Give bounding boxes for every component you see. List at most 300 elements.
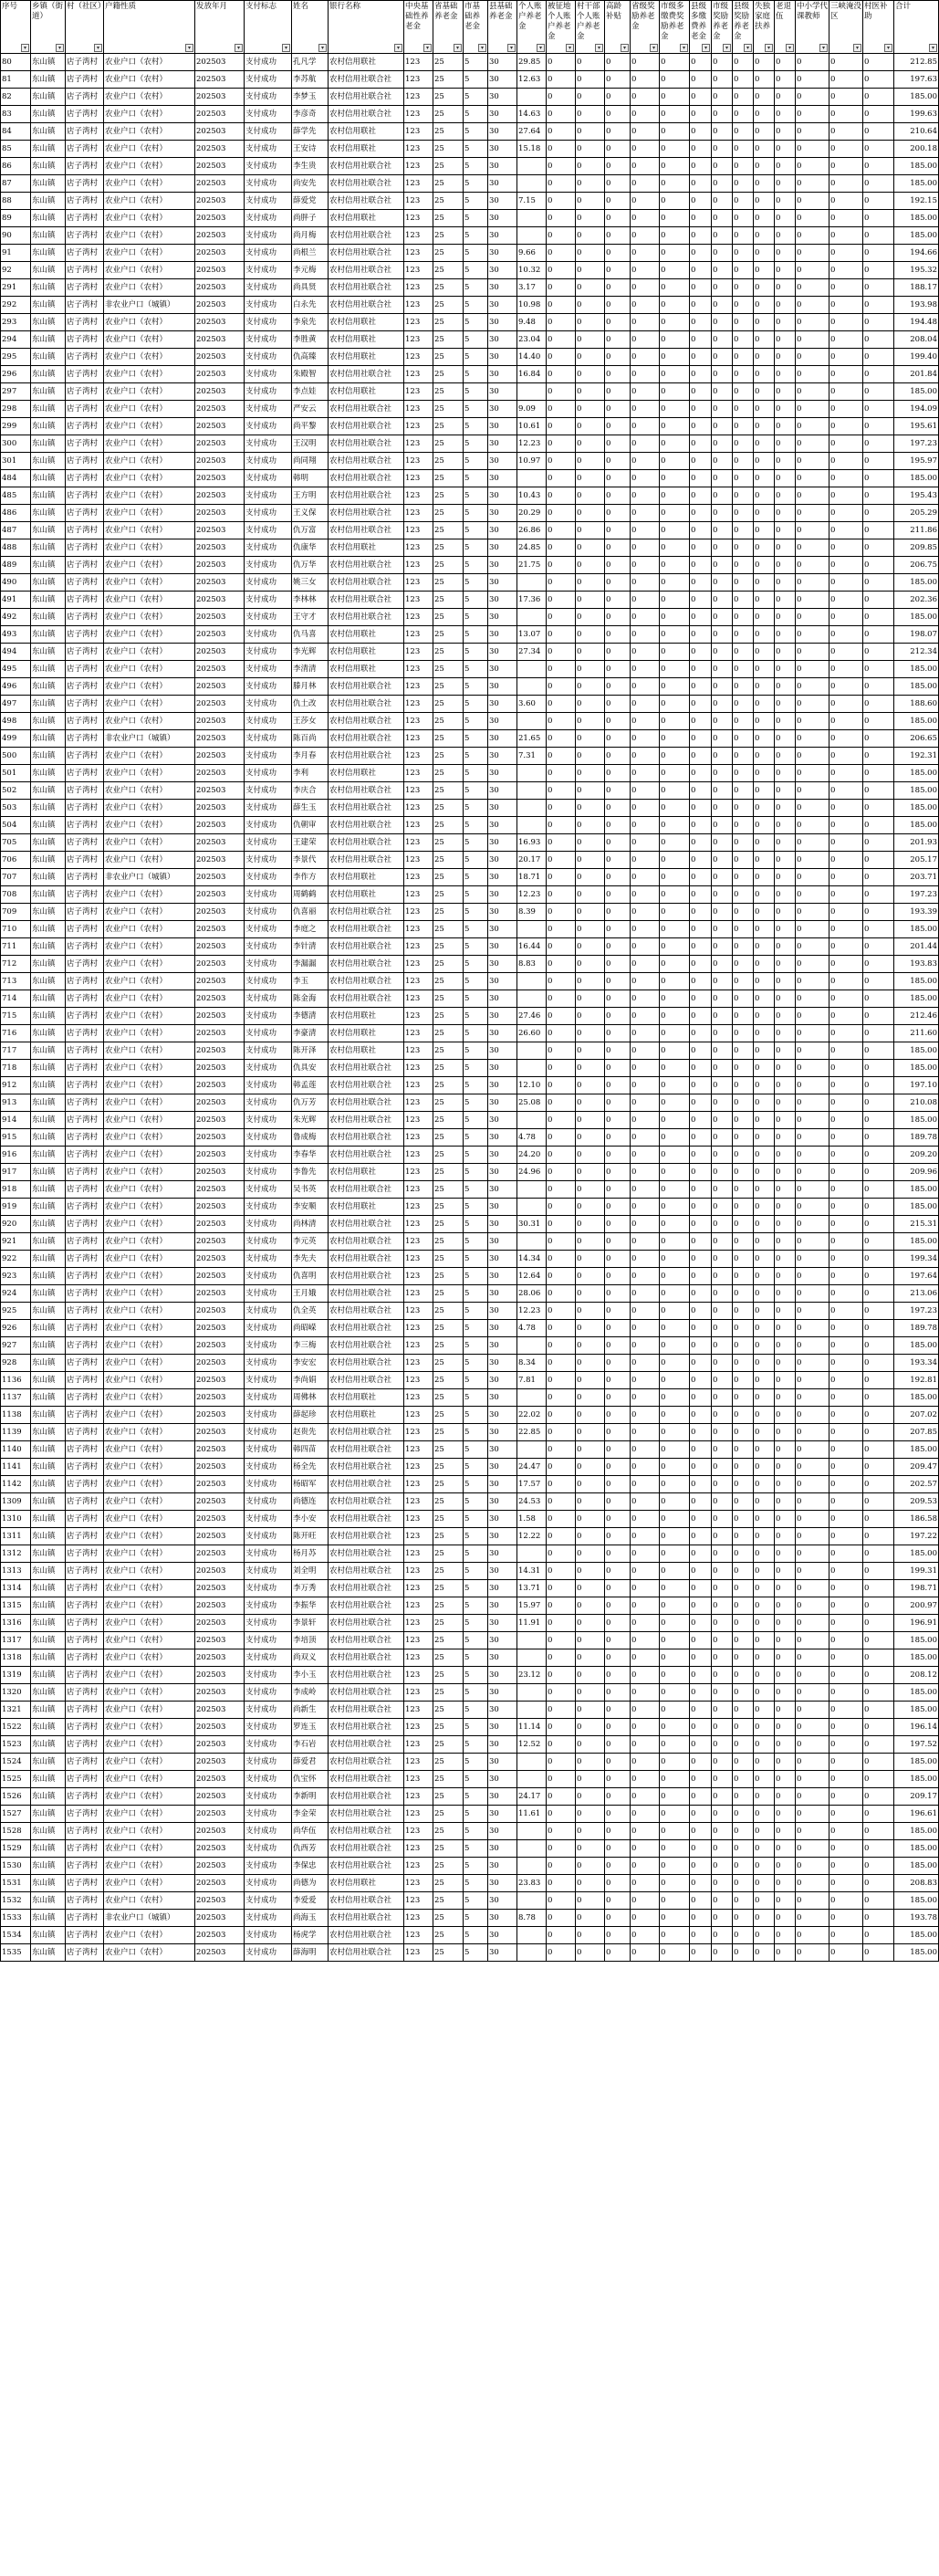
column-header	[631, 1, 660, 54]
table-cell: 30	[488, 800, 517, 817]
table-cell: 0	[754, 1077, 775, 1094]
table-cell: 支付成功	[245, 1060, 292, 1077]
table-cell: 0	[796, 1597, 829, 1615]
table-cell: 123	[404, 435, 433, 453]
table-cell: 5	[464, 89, 488, 106]
table-cell: 0	[712, 730, 733, 748]
table-cell: 农村信用社联合社	[329, 1060, 404, 1077]
table-cell: 0	[547, 921, 576, 938]
table-cell: 195.43	[894, 487, 939, 505]
filter-dropdown-icon[interactable]: ▾	[929, 44, 937, 52]
table-cell: 0	[576, 1875, 605, 1892]
table-cell: 0	[690, 1719, 712, 1736]
table-row	[1, 435, 939, 453]
table-cell: 0	[829, 245, 863, 262]
table-cell: 农村信用社联合社	[329, 1597, 404, 1615]
table-cell: 0	[829, 1840, 863, 1858]
table-cell: 25	[433, 1094, 464, 1112]
table-cell: 农村信用社联合社	[329, 678, 404, 696]
table-cell: 207.02	[894, 1407, 939, 1424]
table-cell: 0	[576, 1840, 605, 1858]
table-cell: 30	[488, 227, 517, 245]
table-cell: 0	[829, 71, 863, 89]
table-cell: 农村信用联社	[329, 1025, 404, 1042]
table-cell: 1141	[1, 1459, 31, 1476]
table-cell: 0	[547, 1597, 576, 1615]
filter-dropdown-icon[interactable]: ▾	[566, 44, 574, 52]
table-cell: 7.15	[517, 193, 547, 210]
table-cell: 0	[829, 1372, 863, 1389]
table-cell: 0	[775, 1441, 796, 1459]
table-cell: 支付成功	[245, 314, 292, 331]
table-cell: 0	[547, 1702, 576, 1719]
table-cell: 0	[863, 1112, 894, 1129]
table-cell: 202503	[195, 1545, 245, 1563]
table-cell: 0	[631, 539, 660, 557]
table-cell: 5	[464, 1615, 488, 1632]
filter-dropdown-icon[interactable]: ▾	[786, 44, 794, 52]
table-cell: 0	[631, 1563, 660, 1580]
table-cell: 0	[631, 453, 660, 470]
table-cell: 0	[796, 1303, 829, 1320]
table-row	[1, 1528, 939, 1545]
table-cell: 5	[464, 210, 488, 227]
table-cell: 1320	[1, 1684, 31, 1702]
table-cell: 0	[754, 834, 775, 852]
table-cell: 0	[775, 990, 796, 1008]
table-cell: 17.57	[517, 1476, 547, 1493]
table-cell: 123	[404, 487, 433, 505]
table-cell: 0	[829, 1251, 863, 1268]
filter-dropdown-icon[interactable]: ▾	[819, 44, 828, 52]
table-cell: 0	[576, 678, 605, 696]
filter-dropdown-icon[interactable]: ▾	[423, 44, 432, 52]
filter-dropdown-icon[interactable]: ▾	[282, 44, 290, 52]
column-header	[863, 1, 894, 54]
table-cell: 914	[1, 1112, 31, 1129]
table-cell: 192.31	[894, 748, 939, 765]
table-cell: 25	[433, 1285, 464, 1303]
table-cell: 东山镇	[31, 1788, 66, 1806]
table-cell: 710	[1, 921, 31, 938]
table-cell: 202503	[195, 1597, 245, 1615]
table-cell: 30	[488, 366, 517, 383]
table-cell: 0	[631, 1615, 660, 1632]
table-cell: 25	[433, 106, 464, 123]
column-header	[660, 1, 690, 54]
table-cell: 0	[631, 1597, 660, 1615]
table-cell: 16.93	[517, 834, 547, 852]
table-cell: 尚德连	[292, 1493, 329, 1511]
table-cell: 0	[660, 1511, 690, 1528]
table-cell: 农村信用社联合社	[329, 938, 404, 956]
table-cell: 支付成功	[245, 383, 292, 401]
table-cell: 0	[829, 1736, 863, 1754]
table-cell: 0	[605, 1077, 631, 1094]
table-cell: 185.00	[894, 383, 939, 401]
table-cell: 195.61	[894, 418, 939, 435]
filter-dropdown-icon[interactable]: ▾	[853, 44, 861, 52]
table-cell: 0	[733, 227, 754, 245]
table-cell: 202503	[195, 1337, 245, 1355]
table-cell: 30	[488, 1164, 517, 1181]
table-cell: 0	[712, 678, 733, 696]
filter-dropdown-icon[interactable]: ▾	[478, 44, 486, 52]
table-cell: 农业户口（农村）	[104, 1441, 195, 1459]
table-cell	[517, 817, 547, 834]
filter-dropdown-icon[interactable]: ▾	[702, 44, 710, 52]
filter-dropdown-icon[interactable]: ▾	[884, 44, 892, 52]
table-cell: 25	[433, 921, 464, 938]
table-cell: 188.17	[894, 279, 939, 297]
table-cell: 30	[488, 1528, 517, 1545]
table-cell: 农业户口（农村）	[104, 956, 195, 973]
table-cell: 202503	[195, 279, 245, 297]
table-cell: 1533	[1, 1910, 31, 1927]
filter-dropdown-icon[interactable]: ▾	[765, 44, 773, 52]
filter-dropdown-icon[interactable]: ▾	[454, 44, 462, 52]
table-cell: 东山镇	[31, 141, 66, 158]
table-cell: 123	[404, 314, 433, 331]
table-cell: 0	[733, 609, 754, 626]
table-cell: 店子湾村	[66, 1424, 104, 1441]
table-row	[1, 1545, 939, 1563]
filter-dropdown-icon[interactable]: ▾	[744, 44, 752, 52]
table-cell: 0	[660, 453, 690, 470]
table-cell: 22.02	[517, 1407, 547, 1424]
column-header	[605, 1, 631, 54]
table-cell: 0	[754, 1441, 775, 1459]
table-cell: 东山镇	[31, 1528, 66, 1545]
table-cell: 周鹤鹤	[292, 886, 329, 904]
table-cell: 0	[829, 383, 863, 401]
table-cell: 店子湾村	[66, 487, 104, 505]
table-cell: 东山镇	[31, 1719, 66, 1736]
column-header-label: 失独家庭扶养	[755, 2, 771, 31]
table-cell: 0	[631, 1285, 660, 1303]
table-cell	[517, 713, 547, 730]
table-cell: 5	[464, 1892, 488, 1910]
table-cell: 0	[754, 817, 775, 834]
filter-dropdown-icon[interactable]: ▾	[507, 44, 516, 52]
table-cell: 25	[433, 453, 464, 470]
table-cell: 0	[660, 279, 690, 297]
table-cell: 0	[829, 89, 863, 106]
filter-dropdown-icon[interactable]: ▾	[680, 44, 688, 52]
table-cell: 0	[631, 1094, 660, 1112]
table-cell: 30	[488, 1563, 517, 1580]
table-cell: 0	[631, 1337, 660, 1355]
table-cell: 922	[1, 1251, 31, 1268]
table-cell: 10.97	[517, 453, 547, 470]
column-header	[195, 1, 245, 54]
filter-dropdown-icon[interactable]: ▾	[56, 44, 64, 52]
table-cell: 0	[690, 817, 712, 834]
table-cell: 0	[547, 366, 576, 383]
table-cell: 0	[863, 661, 894, 678]
table-cell: 农业户口（农村）	[104, 1077, 195, 1094]
table-cell: 0	[863, 245, 894, 262]
table-cell: 26.86	[517, 522, 547, 539]
filter-dropdown-icon[interactable]: ▾	[394, 44, 402, 52]
table-cell: 185.00	[894, 1840, 939, 1858]
table-cell: 0	[631, 713, 660, 730]
table-cell: 农业户口（农村）	[104, 141, 195, 158]
filter-dropdown-icon[interactable]: ▾	[235, 44, 243, 52]
table-cell: 0	[863, 782, 894, 800]
table-cell: 0	[631, 817, 660, 834]
table-cell: 0	[863, 1493, 894, 1511]
table-cell: 25	[433, 869, 464, 886]
filter-dropdown-icon[interactable]: ▾	[621, 44, 629, 52]
table-cell: 农村信用社联合社	[329, 106, 404, 123]
filter-dropdown-icon[interactable]: ▾	[650, 44, 658, 52]
table-cell: 0	[829, 1892, 863, 1910]
table-cell: 0	[660, 1181, 690, 1199]
table-cell: 0	[829, 1719, 863, 1736]
table-cell: 农业户口（农村）	[104, 1303, 195, 1320]
table-cell: 0	[547, 1511, 576, 1528]
table-cell: 李成岭	[292, 1684, 329, 1702]
filter-dropdown-icon[interactable]: ▾	[21, 44, 29, 52]
table-cell: 202503	[195, 748, 245, 765]
table-cell: 0	[660, 1858, 690, 1875]
table-cell: 孔凡学	[292, 54, 329, 71]
table-cell: 0	[754, 1060, 775, 1077]
table-cell: 0	[796, 1285, 829, 1303]
table-cell: 0	[605, 1320, 631, 1337]
table-cell: 0	[829, 1112, 863, 1129]
table-row	[1, 1459, 939, 1476]
table-cell: 185.00	[894, 1441, 939, 1459]
table-cell: 0	[660, 782, 690, 800]
table-cell: 185.00	[894, 1649, 939, 1667]
table-cell: 店子湾村	[66, 123, 104, 141]
table-cell: 农业户口（农村）	[104, 487, 195, 505]
table-cell: 店子湾村	[66, 1771, 104, 1788]
table-cell: 东山镇	[31, 1597, 66, 1615]
table-cell: 0	[775, 1424, 796, 1441]
table-cell: 0	[547, 1892, 576, 1910]
table-cell: 0	[754, 366, 775, 383]
table-cell: 农村信用联社	[329, 1389, 404, 1407]
table-row	[1, 765, 939, 782]
table-cell: 25	[433, 193, 464, 210]
table-cell: 185.00	[894, 1337, 939, 1355]
table-cell: 尚林清	[292, 1216, 329, 1233]
table-cell: 0	[712, 1719, 733, 1736]
table-cell: 0	[660, 1060, 690, 1077]
table-row	[1, 89, 939, 106]
table-cell: 0	[796, 175, 829, 193]
table-cell: 123	[404, 1754, 433, 1771]
table-cell: 202503	[195, 1060, 245, 1077]
table-cell: 李小玉	[292, 1667, 329, 1684]
table-cell: 0	[605, 418, 631, 435]
table-row	[1, 71, 939, 89]
table-cell: 仇康华	[292, 539, 329, 557]
table-cell: 25	[433, 1129, 464, 1147]
table-cell: 店子湾村	[66, 1684, 104, 1702]
filter-dropdown-icon[interactable]: ▾	[537, 44, 545, 52]
table-cell: 0	[796, 1476, 829, 1493]
table-cell: 0	[829, 1008, 863, 1025]
table-cell: 5	[464, 175, 488, 193]
table-cell: 5	[464, 817, 488, 834]
filter-dropdown-icon[interactable]: ▾	[595, 44, 603, 52]
table-cell: 李清清	[292, 661, 329, 678]
table-cell: 农村信用社联合社	[329, 1493, 404, 1511]
table-cell: 0	[547, 574, 576, 592]
table-cell: 0	[829, 696, 863, 713]
table-cell: 0	[796, 1771, 829, 1788]
table-cell: 5	[464, 366, 488, 383]
table-cell: 0	[733, 869, 754, 886]
table-cell: 185.00	[894, 1545, 939, 1563]
table-cell: 212.34	[894, 644, 939, 661]
table-cell: 0	[796, 1164, 829, 1181]
table-cell: 0	[733, 1459, 754, 1476]
table-cell: 0	[733, 297, 754, 314]
table-cell: 0	[775, 1355, 796, 1372]
table-row	[1, 1216, 939, 1233]
table-cell: 0	[829, 1632, 863, 1649]
table-cell: 0	[829, 401, 863, 418]
table-cell: 197.63	[894, 71, 939, 89]
table-cell: 0	[829, 505, 863, 522]
table-cell: 0	[733, 1268, 754, 1285]
table-cell: 0	[547, 869, 576, 886]
filter-dropdown-icon[interactable]: ▾	[94, 44, 102, 52]
table-cell: 0	[733, 1060, 754, 1077]
table-cell: 0	[631, 1112, 660, 1129]
table-cell: 5	[464, 470, 488, 487]
table-cell: 0	[863, 1459, 894, 1476]
table-cell: 0	[733, 1754, 754, 1771]
table-cell: 202503	[195, 1528, 245, 1545]
table-row	[1, 557, 939, 574]
table-cell: 185.00	[894, 1684, 939, 1702]
table-cell: 0	[829, 1303, 863, 1320]
table-cell: 0	[775, 557, 796, 574]
table-cell: 0	[712, 1632, 733, 1649]
table-cell: 0	[660, 245, 690, 262]
filter-dropdown-icon[interactable]: ▾	[723, 44, 731, 52]
table-row	[1, 852, 939, 869]
table-cell: 朱殿智	[292, 366, 329, 383]
table-cell: 0	[775, 262, 796, 279]
table-cell: 197.64	[894, 1268, 939, 1285]
table-cell: 仇具安	[292, 1060, 329, 1077]
table-cell: 薛爱党	[292, 193, 329, 210]
table-cell: 支付成功	[245, 279, 292, 297]
table-cell: 25	[433, 1806, 464, 1823]
table-cell: 东山镇	[31, 1216, 66, 1233]
table-cell: 店子湾村	[66, 1285, 104, 1303]
table-cell: 东山镇	[31, 973, 66, 990]
table-cell: 0	[605, 557, 631, 574]
table-cell: 0	[863, 1199, 894, 1216]
table-cell: 202503	[195, 1251, 245, 1268]
table-cell: 0	[660, 1129, 690, 1147]
table-cell: 李新明	[292, 1788, 329, 1806]
table-cell: 486	[1, 505, 31, 522]
table-cell: 5	[464, 1840, 488, 1858]
table-cell: 0	[605, 71, 631, 89]
table-cell: 123	[404, 1337, 433, 1355]
table-cell: 0	[605, 401, 631, 418]
table-cell: 0	[631, 71, 660, 89]
table-cell: 李春华	[292, 1147, 329, 1164]
table-cell: 30	[488, 678, 517, 696]
table-cell: 东山镇	[31, 470, 66, 487]
table-cell: 农业户口（农村）	[104, 782, 195, 800]
table-cell: 0	[547, 1407, 576, 1424]
table-cell: 27.34	[517, 644, 547, 661]
table-cell: 185.00	[894, 1181, 939, 1199]
table-cell: 1531	[1, 1875, 31, 1892]
table-cell: 30	[488, 938, 517, 956]
table-cell: 7.31	[517, 748, 547, 765]
table-cell: 东山镇	[31, 383, 66, 401]
table-cell: 25	[433, 1563, 464, 1580]
table-cell: 0	[733, 1407, 754, 1424]
table-cell: 1312	[1, 1545, 31, 1563]
table-cell: 0	[712, 592, 733, 609]
table-cell: 鲁成梅	[292, 1129, 329, 1147]
table-cell: 202503	[195, 141, 245, 158]
table-cell: 5	[464, 1875, 488, 1892]
table-cell: 0	[547, 1389, 576, 1407]
table-cell: 农业户口（农村）	[104, 765, 195, 782]
table-cell: 0	[631, 1823, 660, 1840]
table-cell: 东山镇	[31, 1025, 66, 1042]
table-cell: 0	[576, 1199, 605, 1216]
table-cell: 农业户口（农村）	[104, 1424, 195, 1441]
table-cell: 0	[754, 1754, 775, 1771]
table-cell: 0	[690, 921, 712, 938]
table-cell: 0	[712, 1840, 733, 1858]
table-cell: 123	[404, 1858, 433, 1875]
table-cell: 0	[796, 1424, 829, 1441]
table-cell: 30	[488, 314, 517, 331]
table-cell: 0	[690, 539, 712, 557]
table-cell: 王汉明	[292, 435, 329, 453]
table-cell: 0	[712, 1858, 733, 1875]
table-cell: 5	[464, 539, 488, 557]
table-cell: 姚三女	[292, 574, 329, 592]
table-cell	[517, 800, 547, 817]
table-cell: 东山镇	[31, 661, 66, 678]
table-cell: 店子湾村	[66, 1649, 104, 1667]
table-cell: 0	[863, 175, 894, 193]
table-cell: 5	[464, 696, 488, 713]
table-cell: 0	[631, 973, 660, 990]
table-cell: 店子湾村	[66, 678, 104, 696]
table-cell: 店子湾村	[66, 1563, 104, 1580]
table-cell: 0	[660, 210, 690, 227]
table-cell: 0	[733, 383, 754, 401]
filter-dropdown-icon[interactable]: ▾	[185, 44, 193, 52]
table-cell: 李爱爱	[292, 1892, 329, 1910]
table-cell: 30	[488, 123, 517, 141]
table-cell: 5	[464, 158, 488, 175]
filter-dropdown-icon[interactable]: ▾	[318, 44, 327, 52]
table-cell: 0	[576, 1858, 605, 1875]
table-cell: 支付成功	[245, 1025, 292, 1042]
table-cell: 0	[796, 106, 829, 123]
table-cell: 店子湾村	[66, 1875, 104, 1892]
